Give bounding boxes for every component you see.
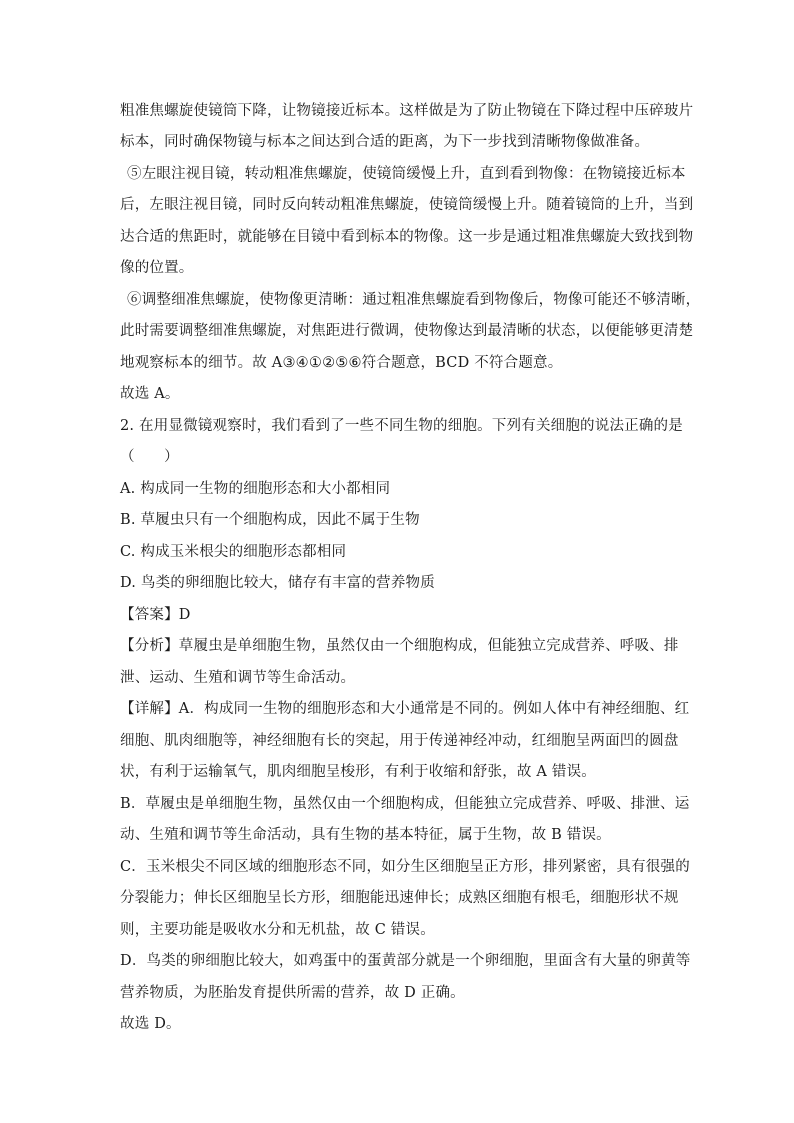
detail-line: D．鸟类的卵细胞比较大，如鸡蛋中的蛋黄部分就是一个卵细胞，里面含有大量的卵黄等 bbox=[120, 953, 691, 969]
detail-line: B．草履虫是单细胞生物，虽然仅由一个细胞构成，但能独立完成营养、呼吸、排泄、运 bbox=[120, 796, 690, 812]
option-a: A. 构成同一生物的细胞形态和大小都相同 bbox=[120, 481, 391, 497]
detail-line: 状，有利于运输氧气，肌肉细胞呈梭形，有利于收缩和舒张，故 A 错误。 bbox=[120, 764, 596, 780]
text-line: 此时需要调整细准焦螺旋，对焦距进行微调，使物像达到最清晰的状态，以便能够更清楚 bbox=[120, 323, 694, 339]
option-d: D. 鸟类的卵细胞比较大，储存有丰富的营养物质 bbox=[120, 575, 435, 591]
text-line: ⑥调整细准焦螺旋，使物像更清晰：通过粗准焦螺旋看到物像后，物像可能还不够清晰， bbox=[127, 292, 701, 308]
answer-blank: （ ） bbox=[120, 449, 179, 465]
text-line: 粗准焦螺旋使镜筒下降，让物镜接近标本。这样做是为了防止物镜在下降过程中压碎玻片 bbox=[120, 103, 694, 119]
text-line: 标本，同时确保物镜与标本之间达到合适的距离，为下一步找到清晰物像做准备。 bbox=[120, 134, 650, 150]
detail-line: 细胞、肌肉细胞等，神经细胞有长的突起，用于传递神经冲动，红细胞呈两面凹的圆盘 bbox=[120, 733, 679, 749]
text-line: 后，左眼注视目镜，同时反向转动粗准焦螺旋，使镜筒缓慢上升。随着镜筒的上升，当到 bbox=[120, 197, 694, 213]
detail-line: 动、生殖和调节等生命活动，具有生物的基本特征，属于生物，故 B 错误。 bbox=[120, 827, 611, 843]
answer-line: 【答案】D bbox=[120, 607, 191, 623]
detail-line: C．玉米根尖不同区域的细胞形态不同，如分生区细胞呈正方形，排列紧密，具有很强的 bbox=[120, 859, 690, 875]
option-b: B. 草履虫只有一个细胞构成，因此不属于生物 bbox=[120, 512, 420, 528]
text-line: 地观察标本的细节。故 A③④①②⑤⑥符合题意，BCD 不符合题意。 bbox=[120, 355, 563, 371]
analysis-line: 【分析】草履虫是单细胞生物，虽然仅由一个细胞构成，但能独立完成营养、呼吸、排 bbox=[120, 638, 679, 654]
text-line: 像的位置。 bbox=[120, 260, 194, 276]
text-line: 达合适的焦距时，就能够在目镜中看到标本的物像。这一步是通过粗准焦螺旋大致找到物 bbox=[120, 229, 694, 245]
option-c: C. 构成玉米根尖的细胞形态都相同 bbox=[120, 544, 347, 560]
analysis-line: 泄、运动、生殖和调节等生命活动。 bbox=[120, 670, 356, 686]
detail-line: 营养物质，为胚胎发育提供所需的营养，故 D 正确。 bbox=[120, 985, 465, 1001]
detail-line: 分裂能力；伸长区细胞呈长方形，细胞能迅速伸长；成熟区细胞有根毛，细胞形状不规 bbox=[120, 890, 679, 906]
text-line: ⑤左眼注视目镜，转动粗准焦螺旋，使镜筒缓慢上升，直到看到物像：在物镜接近标本 bbox=[127, 166, 686, 182]
question-stem: 2. 在用显微镜观察时，我们看到了一些不同生物的细胞。下列有关细胞的说法正确的是 bbox=[120, 418, 683, 434]
text-line: 故选 A。 bbox=[120, 386, 180, 402]
conclusion-line: 故选 D。 bbox=[120, 1016, 181, 1032]
detail-line: 则，主要功能是吸收水分和无机盐，故 C 错误。 bbox=[120, 922, 435, 938]
detail-line: 【详解】A．构成同一生物的细胞形态和大小通常是不同的。例如人体中有神经细胞、红 bbox=[120, 701, 690, 717]
